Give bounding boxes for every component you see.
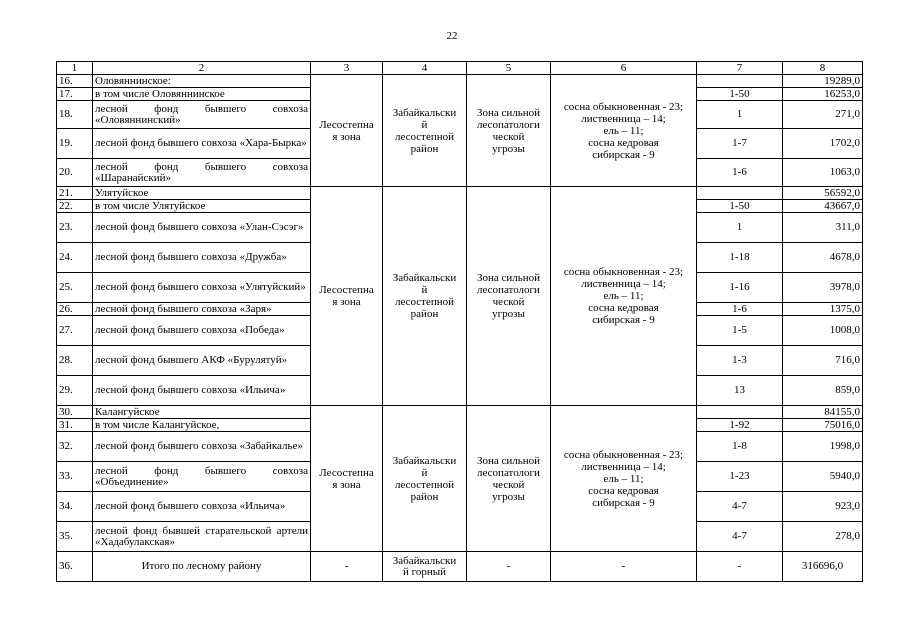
page-number: 22: [446, 30, 458, 42]
row-number: 35.: [57, 522, 93, 552]
forestry-name: лесной фонд бывшего совхоза «Ильича»: [93, 492, 311, 522]
forestry-name: лесной фонд бывшей старательской артели «Хадабулакская»: [93, 522, 311, 552]
row-number: 30.: [57, 406, 93, 419]
column-header: 7: [697, 62, 783, 75]
area-value: 271,0: [783, 101, 863, 129]
quarter-numbers: 1-3: [697, 346, 783, 376]
zone-cell: Лесостепна я зона: [311, 75, 383, 187]
column-header: 5: [467, 62, 551, 75]
forestry-name: лесной фонд бывшего совхоза «Улятуйский»: [93, 273, 311, 303]
column-header: 2: [93, 62, 311, 75]
forestry-name: в том числе Оловяннинское: [93, 88, 311, 101]
row-number: 32.: [57, 432, 93, 462]
area-value: 75016,0: [783, 419, 863, 432]
zone-cell: Лесостепна я зона: [311, 187, 383, 406]
row-number: 16.: [57, 75, 93, 88]
area-value: 5940,0: [783, 462, 863, 492]
row-number: 18.: [57, 101, 93, 129]
row-number: 36.: [57, 552, 93, 582]
table-row: [57, 406, 863, 419]
zone-cell: -: [311, 552, 383, 582]
quarter-numbers: [697, 406, 783, 419]
area-value: 3978,0: [783, 273, 863, 303]
quarter-numbers: 1-50: [697, 88, 783, 101]
quarter-numbers: [697, 75, 783, 88]
table-row: [57, 187, 863, 200]
row-number: 23.: [57, 213, 93, 243]
quarter-numbers: 1-50: [697, 200, 783, 213]
row-number: 31.: [57, 419, 93, 432]
area-value: 1063,0: [783, 159, 863, 187]
zone-cell: Лесостепна я зона: [311, 406, 383, 552]
quarter-numbers: 1-16: [697, 273, 783, 303]
area-value: 43667,0: [783, 200, 863, 213]
forestry-name: лесной фонд бывшего совхоза «Улан-Сэсэг»: [93, 213, 311, 243]
forestry-name: в том числе Улятуйское: [93, 200, 311, 213]
row-number: 28.: [57, 346, 93, 376]
area-value: 923,0: [783, 492, 863, 522]
quarter-numbers: 4-7: [697, 522, 783, 552]
forestry-name: лесной фонд бывшего совхоза «Забайкалье»: [93, 432, 311, 462]
quarter-numbers: 1-8: [697, 432, 783, 462]
column-header: 4: [383, 62, 467, 75]
quarter-numbers: 1-23: [697, 462, 783, 492]
quarter-numbers: 13: [697, 376, 783, 406]
forestry-name: лесной фонд бывшего совхоза «Победа»: [93, 316, 311, 346]
threat-zone-cell: Зона сильной лесопатологи ческой угрозы: [467, 75, 551, 187]
area-value: 316696,0: [783, 552, 863, 582]
quarter-numbers: 1: [697, 101, 783, 129]
row-number: 26.: [57, 303, 93, 316]
row-number: 20.: [57, 159, 93, 187]
forestry-name: лесной фонд бывшего совхоза «Ильича»: [93, 376, 311, 406]
row-number: 19.: [57, 129, 93, 159]
quarter-numbers: 1-5: [697, 316, 783, 346]
column-header: 8: [783, 62, 863, 75]
district-cell: Забайкальски й лесостепной район: [383, 406, 467, 552]
area-value: 311,0: [783, 213, 863, 243]
quarter-numbers: [697, 187, 783, 200]
forestry-name: в том числе Калангуйское,: [93, 419, 311, 432]
total-label: Итого по лесному району: [93, 552, 311, 582]
quarter-numbers: 1-7: [697, 129, 783, 159]
threat-zone-cell: Зона сильной лесопатологи ческой угрозы: [467, 406, 551, 552]
area-value: 4678,0: [783, 243, 863, 273]
species-cell: -: [551, 552, 697, 582]
area-value: 84155,0: [783, 406, 863, 419]
forestry-name: лесной фонд бывшего совхоза «Оловяннинский»: [93, 101, 311, 129]
area-value: 859,0: [783, 376, 863, 406]
forestry-name: лесной фонд бывшего совхоза «Дружба»: [93, 243, 311, 273]
column-header: 3: [311, 62, 383, 75]
row-number: 17.: [57, 88, 93, 101]
row-number: 29.: [57, 376, 93, 406]
forest-table: [56, 61, 863, 582]
forestry-name: лесной фонд бывшего совхоза «Хара-Бырка»: [93, 129, 311, 159]
quarter-numbers: 4-7: [697, 492, 783, 522]
total-row: [57, 552, 863, 582]
quarter-numbers: 1-6: [697, 303, 783, 316]
area-value: 16253,0: [783, 88, 863, 101]
table-row: [57, 75, 863, 88]
area-value: 1998,0: [783, 432, 863, 462]
row-number: 24.: [57, 243, 93, 273]
column-header: 1: [57, 62, 93, 75]
district-cell: Забайкальски й горный: [383, 552, 467, 582]
area-value: 19289,0: [783, 75, 863, 88]
forestry-name: Калангуйское: [93, 406, 311, 419]
row-number: 25.: [57, 273, 93, 303]
species-cell: сосна обыкновенная - 23; лиственница – 14; ель – 11; сосна кедровая сибирская - 9: [551, 406, 697, 552]
forestry-name: лесной фонд бывшего совхоза «Шаранайский»: [93, 159, 311, 187]
forestry-name: лесной фонд бывшего АКФ «Бурулятуй»: [93, 346, 311, 376]
species-cell: сосна обыкновенная - 23; лиственница – 14; ель – 11; сосна кедровая сибирская - 9: [551, 187, 697, 406]
species-cell: сосна обыкновенная - 23; лиственница – 14; ель – 11; сосна кедровая сибирская - 9: [551, 75, 697, 187]
row-number: 22.: [57, 200, 93, 213]
quarter-numbers: 1-6: [697, 159, 783, 187]
forestry-name: лесной фонд бывшего совхоза «Заря»: [93, 303, 311, 316]
threat-zone-cell: Зона сильной лесопатологи ческой угрозы: [467, 187, 551, 406]
forestry-name: лесной фонд бывшего совхоза «Объединение»: [93, 462, 311, 492]
header-row: [57, 62, 863, 75]
area-value: 56592,0: [783, 187, 863, 200]
column-header: 6: [551, 62, 697, 75]
threat-zone-cell: -: [467, 552, 551, 582]
area-value: 1375,0: [783, 303, 863, 316]
row-number: 34.: [57, 492, 93, 522]
row-number: 21.: [57, 187, 93, 200]
district-cell: Забайкальски й лесостепной район: [383, 75, 467, 187]
quarter-numbers: 1-92: [697, 419, 783, 432]
area-value: 716,0: [783, 346, 863, 376]
row-number: 27.: [57, 316, 93, 346]
forestry-name: Оловяннинское:: [93, 75, 311, 88]
area-value: 1702,0: [783, 129, 863, 159]
quarter-numbers: 1-18: [697, 243, 783, 273]
quarter-numbers: 1: [697, 213, 783, 243]
district-cell: Забайкальски й лесостепной район: [383, 187, 467, 406]
area-value: 1008,0: [783, 316, 863, 346]
row-number: 33.: [57, 462, 93, 492]
area-value: 278,0: [783, 522, 863, 552]
quarter-numbers: -: [697, 552, 783, 582]
forestry-name: Улятуйское: [93, 187, 311, 200]
